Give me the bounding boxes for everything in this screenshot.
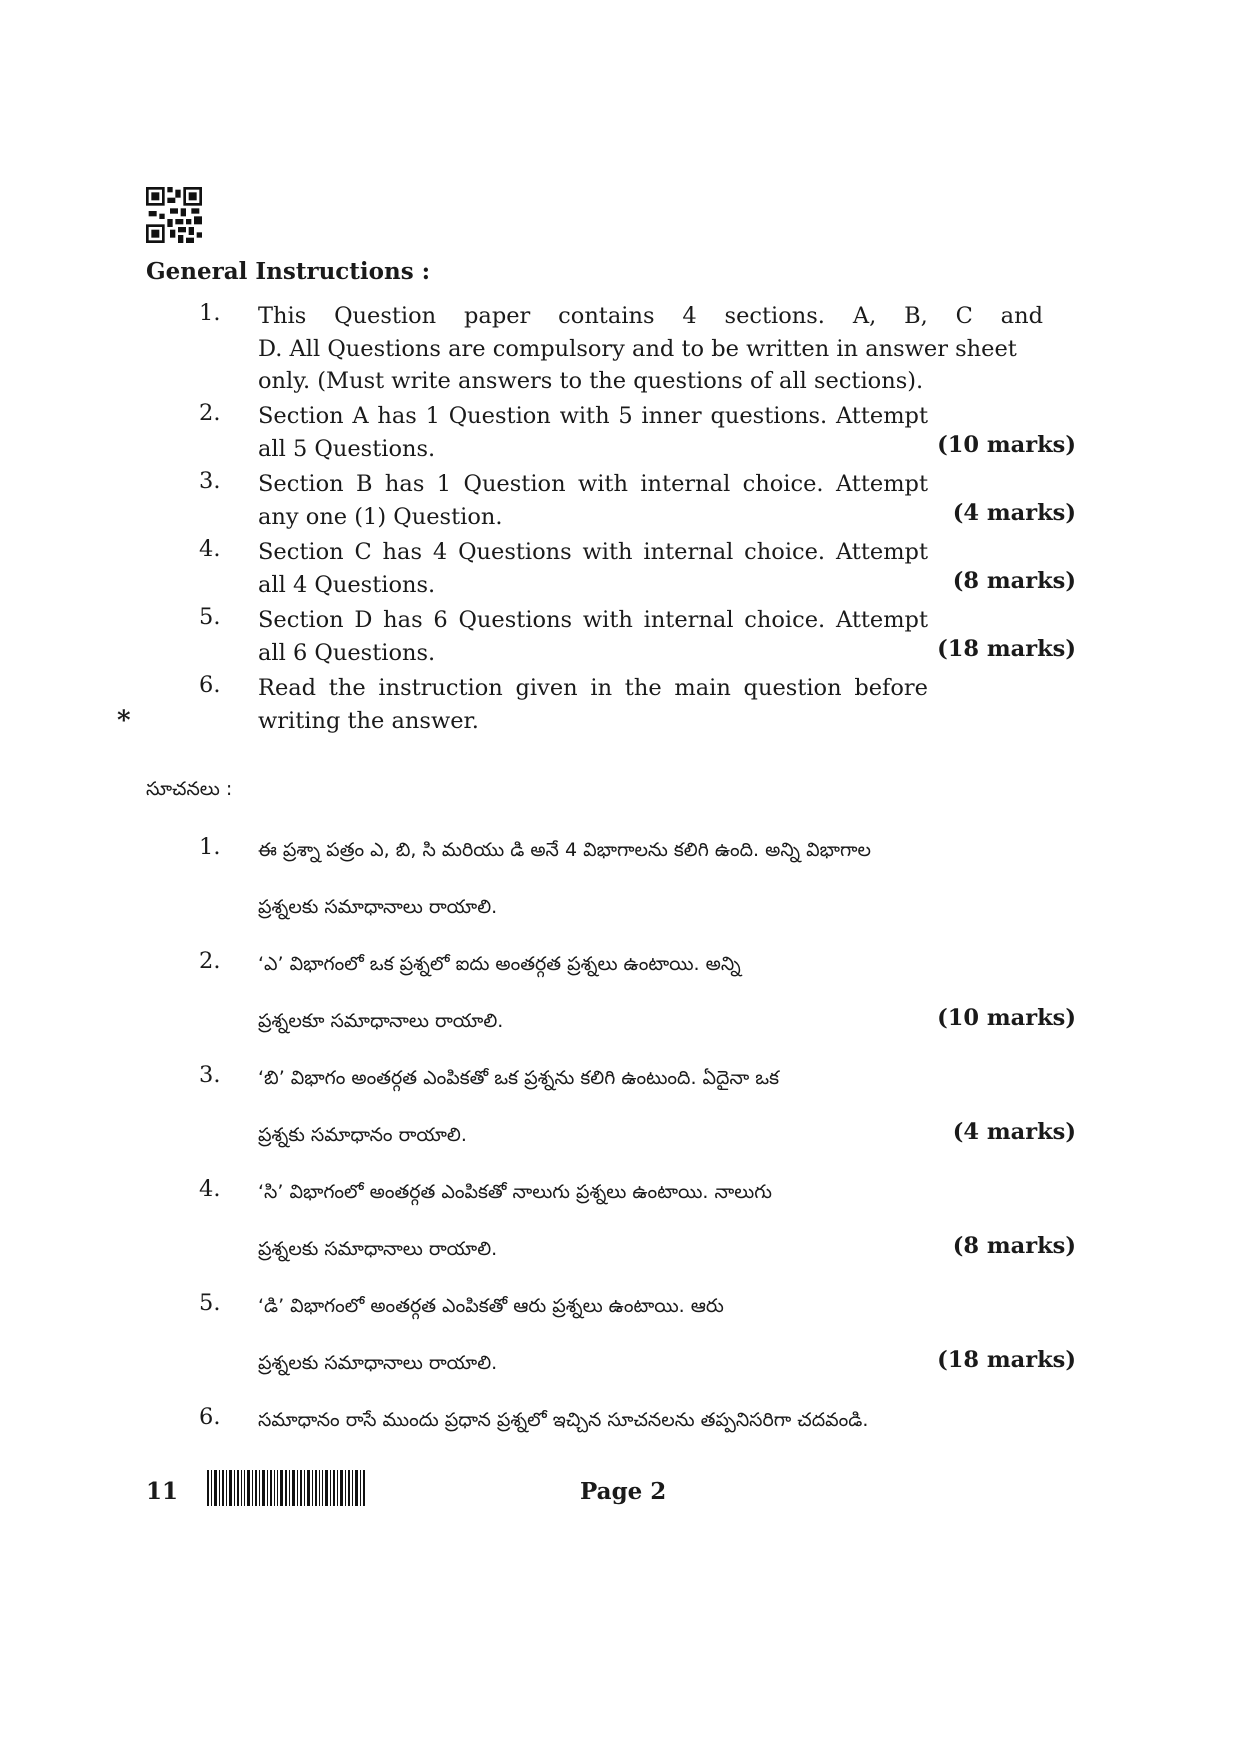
item-line: only. (Must write answers to the questions of all sections). bbox=[258, 368, 924, 394]
item-line: ‘డి’ విభాగంలో అంతర్గత ఎంపికతో ఆరు ప్రశ్నలు ఉంటాయి. ఆరు bbox=[258, 1295, 724, 1317]
item-line: D. All Questions are compulsory and to be written in answer sheet bbox=[258, 335, 1017, 362]
item-line: ప్రశ్నలకు సమాధానాలు రాయాలి. bbox=[258, 896, 498, 918]
item-line: ప్రశ్నలకు సమాధానాలు రాయాలి. bbox=[258, 1238, 498, 1260]
item-number: 6. bbox=[199, 672, 221, 698]
item-marks: (8 marks) bbox=[952, 568, 1076, 594]
item-marks: (10 marks) bbox=[937, 1005, 1076, 1031]
item-marks: (8 marks) bbox=[952, 1233, 1076, 1259]
page-number: Page 2 bbox=[580, 1478, 667, 1505]
item-number: 3. bbox=[199, 468, 221, 494]
item-line: Section B has 1 Question with internal choice. Attempt bbox=[258, 471, 928, 497]
item-line: ‘బి’ విభాగం అంతర్గత ఎంపికతో ఒక ప్రశ్నను కలిగి ఉంటుంది. ఏదైనా ఒక bbox=[258, 1067, 780, 1089]
item-number: 4. bbox=[199, 536, 221, 562]
item-marks: (4 marks) bbox=[952, 500, 1076, 526]
item-marks: (18 marks) bbox=[937, 636, 1076, 662]
item-line: ప్రశ్నలకూ సమాధానాలు రాయాలి. bbox=[258, 1010, 504, 1032]
paper-code: 11 bbox=[146, 1478, 179, 1505]
item-line: any one (1) Question. bbox=[258, 503, 503, 530]
asterisk-mark: * bbox=[117, 706, 131, 736]
item-line: writing the answer. bbox=[258, 707, 479, 734]
item-line: Section A has 1 Question with 5 inner questions. Attempt bbox=[258, 403, 928, 429]
item-number: 2. bbox=[199, 400, 221, 426]
general-instructions-heading: General Instructions : bbox=[146, 258, 431, 285]
barcode-icon bbox=[207, 1470, 367, 1506]
item-number: 3. bbox=[199, 1062, 221, 1088]
item-number: 4. bbox=[199, 1176, 221, 1202]
qr-code-icon bbox=[146, 187, 202, 243]
item-marks: (4 marks) bbox=[952, 1119, 1076, 1145]
item-line: ‘సి’ విభాగంలో అంతర్గత ఎంపికతో నాలుగు ప్రశ్నలు ఉంటాయి. నాలుగు bbox=[258, 1181, 772, 1203]
item-number: 1. bbox=[199, 300, 221, 326]
item-line: సమాధానం రాసే ముందు ప్రధాన ప్రశ్నలో ఇచ్చిన సూచనలను తప్పనిసరిగా చదవండి. bbox=[258, 1409, 869, 1431]
item-marks: (18 marks) bbox=[937, 1347, 1076, 1373]
telugu-instructions-heading: సూచనలు : bbox=[146, 778, 233, 800]
item-number: 2. bbox=[199, 948, 221, 974]
item-line: Section D has 6 Questions with internal choice. Attempt bbox=[258, 607, 928, 633]
item-line: Read the instruction given in the main question before bbox=[258, 675, 928, 701]
item-line: ఈ ప్రశ్నా పత్రం ఎ, బి, సి మరియు డి అనే 4 విభాగాలను కలిగి ఉంది. అన్ని విభాగాల bbox=[258, 839, 872, 861]
item-marks: (10 marks) bbox=[937, 432, 1076, 458]
item-line: all 6 Questions. bbox=[258, 639, 436, 666]
item-number: 5. bbox=[199, 1290, 221, 1316]
item-line: all 5 Questions. bbox=[258, 435, 436, 462]
item-line: all 4 Questions. bbox=[258, 571, 436, 598]
item-line: Section C has 4 Questions with internal choice. Attempt bbox=[258, 539, 928, 565]
item-number: 6. bbox=[199, 1404, 221, 1430]
item-line: ప్రశ్నకు సమాధానం రాయాలి. bbox=[258, 1124, 467, 1146]
item-line: ‘ఎ’ విభాగంలో ఒక ప్రశ్నలో ఐదు అంతర్గత ప్రశ్నలు ఉంటాయి. అన్ని bbox=[258, 953, 741, 975]
item-number: 1. bbox=[199, 834, 221, 860]
item-number: 5. bbox=[199, 604, 221, 630]
item-line: ప్రశ్నలకు సమాధానాలు రాయాలి. bbox=[258, 1352, 498, 1374]
item-line: This Question paper contains 4 sections. A, B, C and bbox=[258, 303, 1043, 329]
